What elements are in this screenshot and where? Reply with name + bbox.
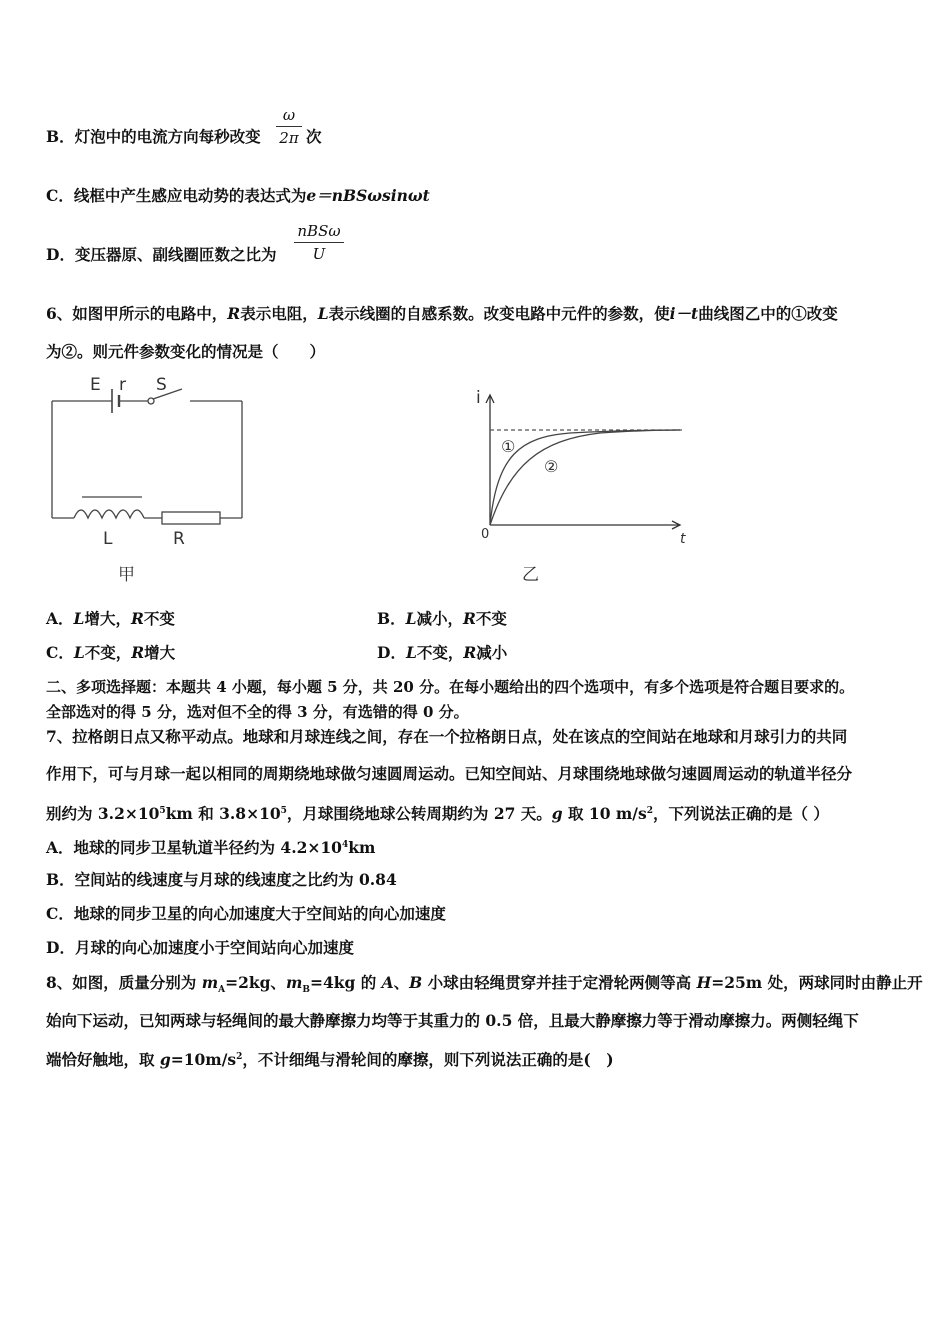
q5-optd-fraction: nBSω U <box>294 222 344 263</box>
it-graph <box>470 385 700 585</box>
section2-heading-line1: 二、多项选择题：本题共 4 小题，每小题 5 分，共 20 分。在每小题给出的四个选项中，有多个选项是符合题目要求的。 <box>46 678 855 696</box>
q7-stem-line1: 7、拉格朗日点又称平动点。地球和月球连线之间，存在一个拉格朗日点，处在该点的空间站在地球和月球引力的共同 <box>46 727 848 746</box>
q6-option-c[interactable]: C．L不变，R增大 <box>46 643 176 662</box>
q6-stem-line2: 为②。则元件参数变化的情况是（ ） <box>46 342 326 361</box>
q5-option-c[interactable]: C．线框中产生感应电动势的表达式为e＝nBSωsinωt <box>46 186 430 205</box>
q6-option-d[interactable]: D．L不变，R减小 <box>377 643 508 662</box>
label-r: r <box>119 375 126 395</box>
caption-yi: 乙 <box>522 565 539 585</box>
caption-jia: 甲 <box>118 565 135 585</box>
q5-optc-expression: e＝nBSωsinωt <box>306 186 430 205</box>
q7-option-d[interactable]: D．月球的向心加速度小于空间站向心加速度 <box>46 938 354 957</box>
axis-label-t: t <box>680 531 686 547</box>
q5-option-b[interactable]: B．灯泡中的电流方向每秒改变 <box>46 127 261 146</box>
label-l: L <box>103 529 113 549</box>
circuit-diagram <box>40 370 260 585</box>
q7-option-a[interactable]: A．地球的同步卫星轨道半径约为 $4.2\times 10^4km$ <box>46 838 376 858</box>
q7-stem-line2: 作用下，可与月球一起以相同的周期绕地球做匀速圆周运动。已知空间站、月球围绕地球做匀速圆周运动的轨道半径分 <box>46 764 853 783</box>
q6-stem-line1: 6、如图甲所示的电路中，R表示电阻，L表示线圈的自感系数。改变电路中元件的参数，使i－t曲线图乙中的①改变 <box>46 304 838 323</box>
q8-stem-line1: 8、如图，质量分别为 $m_A=2kg$、$m_B=4kg$ 的 A、B 小球由轻绳贯穿并挂于定滑轮两侧等高 H=25m 处，两球同时由静止开 <box>46 973 923 996</box>
axis-label-i: i <box>476 388 481 408</box>
q8-stem-line3: 端恰好触地，取 $g=10m/s^2$，不计细绳与滑轮间的摩擦，则下列说法正确的是( ) <box>46 1050 614 1070</box>
origin-label: 0 <box>481 527 490 542</box>
q5-optb-suffix: 次 <box>306 127 322 146</box>
q7-option-c[interactable]: C．地球的同步卫星的向心加速度大于空间站的向心加速度 <box>46 904 446 923</box>
label-s: S <box>156 375 167 395</box>
label-e: E <box>90 375 101 395</box>
q8-stem-line2: 始向下运动，已知两球与轻绳间的最大静摩擦力均等于其重力的 0.5 倍，且最大静摩擦力等于滑动摩擦力。两侧轻绳下 <box>46 1011 859 1030</box>
q7-option-b[interactable]: B．空间站的线速度与月球的线速度之比约为 0.84 <box>46 870 397 889</box>
q6-option-a[interactable]: A．L增大，R不变 <box>46 609 175 628</box>
section2-heading-line2: 全部选对的得 5 分，选对但不全的得 3 分，有选错的得 0 分。 <box>46 703 469 721</box>
curve-label-2: ② <box>544 457 559 476</box>
q5-optb-fraction: ω 2π <box>276 106 302 147</box>
q5-option-d[interactable]: D．变压器原、副线圈匝数之比为 <box>46 245 277 264</box>
q7-stem-line3: 别约为 $3.2\times 10^5km$ 和 $3.8\times 10^5$，月球围绕地球公转周期约为 27 天。g 取 10 $m/s^2$，下列说法正确的是（ ） <box>46 804 829 824</box>
label-resistor: R <box>173 529 185 549</box>
curve-label-1: ① <box>501 437 516 456</box>
q6-option-b[interactable]: B．L减小，R不变 <box>377 609 507 628</box>
